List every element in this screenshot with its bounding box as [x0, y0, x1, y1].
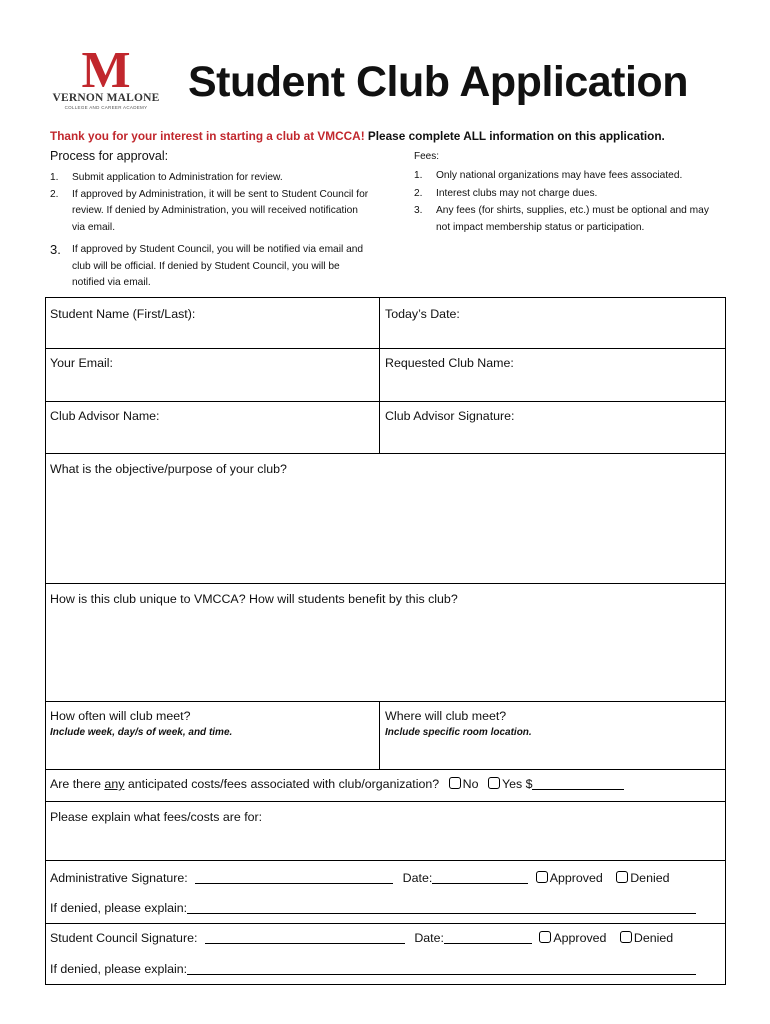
- fee-item: 3. Any fees (for shirts, supplies, etc.) must be optional and may not impact membership status or participation.: [414, 205, 709, 233]
- council-signature-line[interactable]: [205, 931, 405, 944]
- explain-fees-field[interactable]: Please explain what fees/costs are for:: [50, 810, 263, 824]
- process-step: 1. Submit application to Administration for review.: [50, 172, 283, 183]
- council-denied-checkbox[interactable]: [620, 931, 632, 943]
- council-date-line[interactable]: [444, 931, 532, 944]
- council-approved-checkbox[interactable]: [539, 931, 551, 943]
- page-title: Student Club Application: [188, 58, 688, 106]
- logo-subtitle: COLLEGE AND CAREER ACADEMY: [64, 105, 148, 110]
- fee-item: 2. Interest clubs may not charge dues.: [414, 187, 598, 199]
- admin-date-line[interactable]: [432, 871, 528, 884]
- process-step: 2. If approved by Administration, it will be sent to Student Council for review. If denied by Administration, you will received notification via email.: [50, 188, 369, 233]
- process-list: [50, 170, 370, 292]
- costs-question: Are there any anticipated costs/fees associated with club/organization? No Yes $: [50, 777, 624, 791]
- logo-letter: M: [81, 42, 131, 99]
- intro-instructions: Please complete ALL information on this application.: [367, 129, 665, 143]
- meeting-frequency-field[interactable]: How often will club meet?: [50, 709, 191, 723]
- meeting-location-field[interactable]: Where will club meet?: [385, 709, 507, 723]
- admin-approved-checkbox[interactable]: [536, 871, 548, 883]
- no-checkbox[interactable]: [449, 777, 461, 789]
- admin-signature-row: Administrative Signature: Date: Approved Denied: [50, 871, 670, 885]
- unique-field[interactable]: How is this club unique to VMCCA? How will students benefit by this club?: [50, 592, 458, 606]
- admin-denied-explain-line[interactable]: [187, 901, 696, 914]
- advisor-signature-field[interactable]: Club Advisor Signature:: [385, 409, 515, 423]
- intro-text: [50, 129, 665, 143]
- council-denied-explain-line[interactable]: [187, 962, 696, 975]
- admin-denied-row: If denied, please explain:: [50, 901, 696, 915]
- council-signature-row: Student Council Signature: Date: Approved Denied: [50, 931, 674, 945]
- objective-field[interactable]: What is the objective/purpose of your club?: [50, 462, 287, 476]
- todays-date-field[interactable]: Today’s Date:: [385, 307, 460, 321]
- application-form: [45, 297, 726, 985]
- fees-list: [414, 168, 714, 236]
- yes-amount-line[interactable]: [532, 777, 624, 790]
- yes-label: Yes $: [501, 777, 533, 791]
- admin-signature-line[interactable]: [195, 871, 393, 884]
- requested-club-field[interactable]: Requested Club Name:: [385, 356, 514, 370]
- meeting-location-hint: Include specific room location.: [385, 727, 532, 738]
- admin-denied-checkbox[interactable]: [616, 871, 628, 883]
- council-denied-row: If denied, please explain:: [50, 962, 696, 976]
- student-name-field[interactable]: Student Name (First/Last):: [50, 307, 196, 321]
- process-step: 3. If approved by Student Council, you will be notified via email and club will be official. If denied by Student Council, you will be notified via email.: [50, 242, 364, 288]
- fee-item: 1. Only national organizations may have fees associated.: [414, 170, 683, 181]
- intro-thanks: Thank you for your interest in starting a club at VMCCA!: [50, 129, 365, 143]
- email-field[interactable]: Your Email:: [50, 356, 113, 370]
- advisor-name-field[interactable]: Club Advisor Name:: [50, 409, 160, 423]
- logo-name: VERNON MALONE: [52, 92, 160, 104]
- process-heading: Process for approval:: [50, 149, 169, 163]
- yes-checkbox[interactable]: [488, 777, 500, 789]
- no-label: No: [462, 777, 479, 791]
- fees-heading: Fees:: [414, 151, 440, 162]
- meeting-frequency-hint: Include week, day/s of week, and time.: [50, 727, 233, 738]
